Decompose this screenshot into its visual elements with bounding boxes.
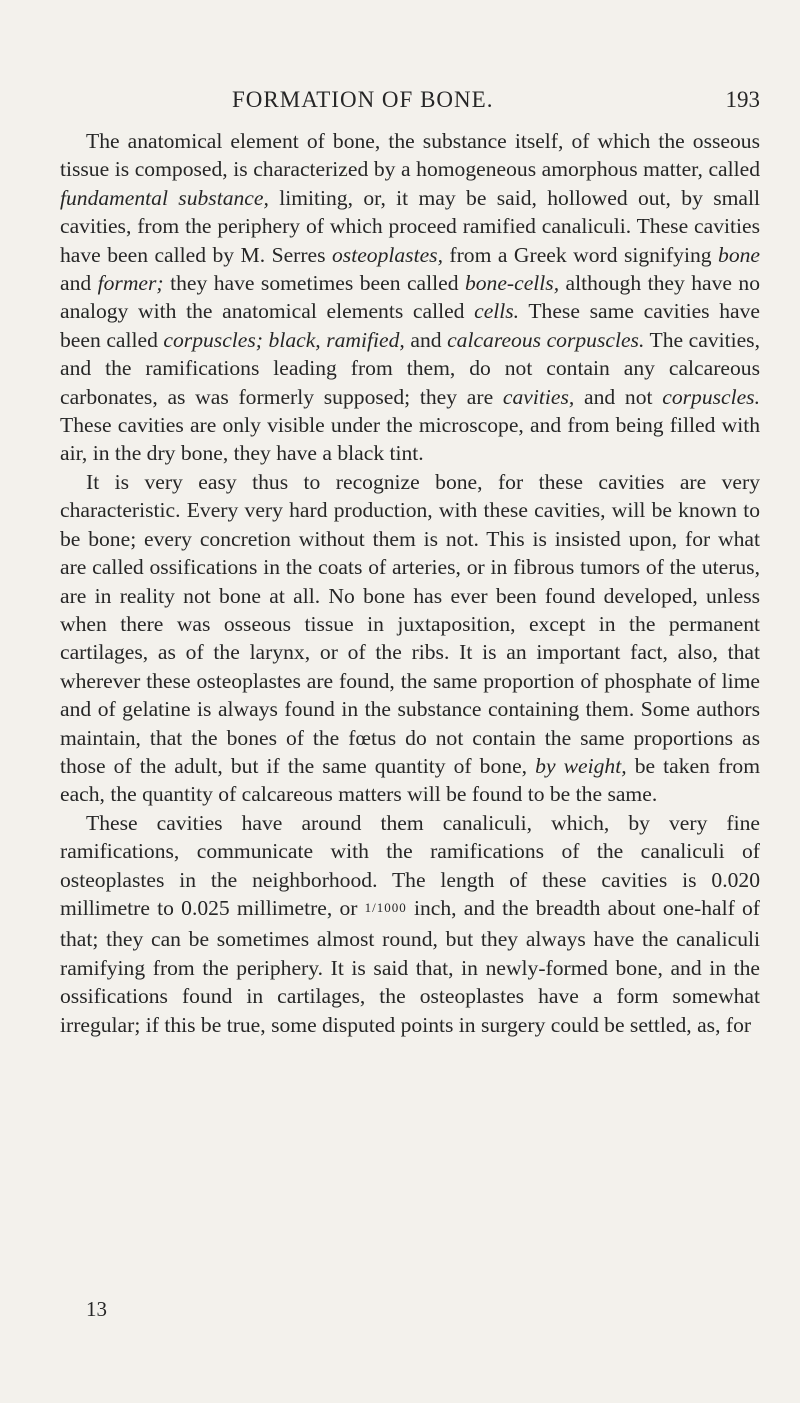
text-run: These cavities are only visible under the microscope, and from being filled with air, in the dry bone, they have a black tint. xyxy=(60,413,760,466)
text-run: The anatomical element of bone, the substance itself, of which the osseous tissue is composed, is characterized by a homogeneous amorphous matter, called xyxy=(60,129,760,182)
italic-term: bone xyxy=(718,242,760,267)
italic-term: corpuscles. xyxy=(662,384,760,409)
page-number: 193 xyxy=(725,87,760,112)
running-head: FORMATION OF BONE. xyxy=(232,87,494,112)
italic-term: cavities, xyxy=(502,384,575,409)
signature-mark: 13 xyxy=(86,1297,107,1321)
fraction: 1/1000 xyxy=(364,899,407,915)
paragraph-1 xyxy=(60,127,760,468)
text-run: and not xyxy=(574,384,663,409)
text-run: and xyxy=(60,271,98,296)
italic-term: former; xyxy=(97,271,164,296)
text-run: inch, and the breadth about one-half of that; they can be sometimes almost round, but they always have the canaliculi ramifying from the periphery. It is said that, in newly-formed bone, and in the ossifications found in cartilages, the osteoplastes have a form somewhat irregular; if this be true, some disputed points in surgery could be settled, as, for xyxy=(60,895,760,1037)
text-run: limiting, or, it may be said, hollowed out, by small cavities, from the periphery of which proceed ramified canaliculi. These cavities have been called by M. Serres xyxy=(60,185,760,267)
italic-term: calcareous corpuscles. xyxy=(447,327,645,352)
italic-term: osteoplastes, xyxy=(332,242,443,267)
text-run: It is very easy thus to recognize bone, for these cavities are very characteristic. Every very hard production, with these cavities, will be known to be bone; every concretion without them is not. This is insisted upon, for what are called ossifications in the coats of arteries, or in fibrous tumors of the uterus, are in reality not bone at all. No bone has ever been found developed, unless when there was osseous tissue in juxtaposition, except in the permanent cartilages, as of the larynx, or of the ribs. It is an important fact, also, that wherever these osteoplastes are found, the same proportion of phosphate of lime and of gelatine is always found in the substance containing them. Some authors maintain, that the bones of the fœtus do not contain the same proportions as those of the adult, but if the same quantity of bone, xyxy=(60,469,760,778)
text-run: The cavities, and the ramifications leading from them, do not contain any calcareous carbonates, as was formerly supposed; they are xyxy=(60,327,760,409)
italic-term: fundamental substance, xyxy=(60,185,269,210)
body-text xyxy=(60,127,760,1039)
italic-term: cells. xyxy=(474,299,520,324)
paragraph-3 xyxy=(60,809,760,1039)
text-run: These cavities have around them canaliculi, which, by very fine ramifications, communicate with the ramifications of the canaliculi of osteoplastes in the neighborhood. The length of these cavities is 0.020 millimetre to 0.025 millimetre, or xyxy=(60,810,760,920)
italic-term: by weight, xyxy=(535,753,627,778)
text-run: although they have no analogy with the anatomical elements called xyxy=(60,271,760,324)
page-header xyxy=(60,87,760,117)
italic-term: corpuscles; black, ramified, xyxy=(163,327,405,352)
text-run: they have sometimes been called xyxy=(163,271,465,296)
text-run: and xyxy=(404,327,448,352)
text-run: from a Greek word signifying xyxy=(442,242,719,267)
text-run: be taken from each, the quantity of calcareous matters will be found to be the same. xyxy=(60,753,760,807)
italic-term: bone-cells, xyxy=(464,271,560,296)
paragraph-2 xyxy=(60,468,760,809)
text-run: These same cavities have been called xyxy=(60,299,760,352)
